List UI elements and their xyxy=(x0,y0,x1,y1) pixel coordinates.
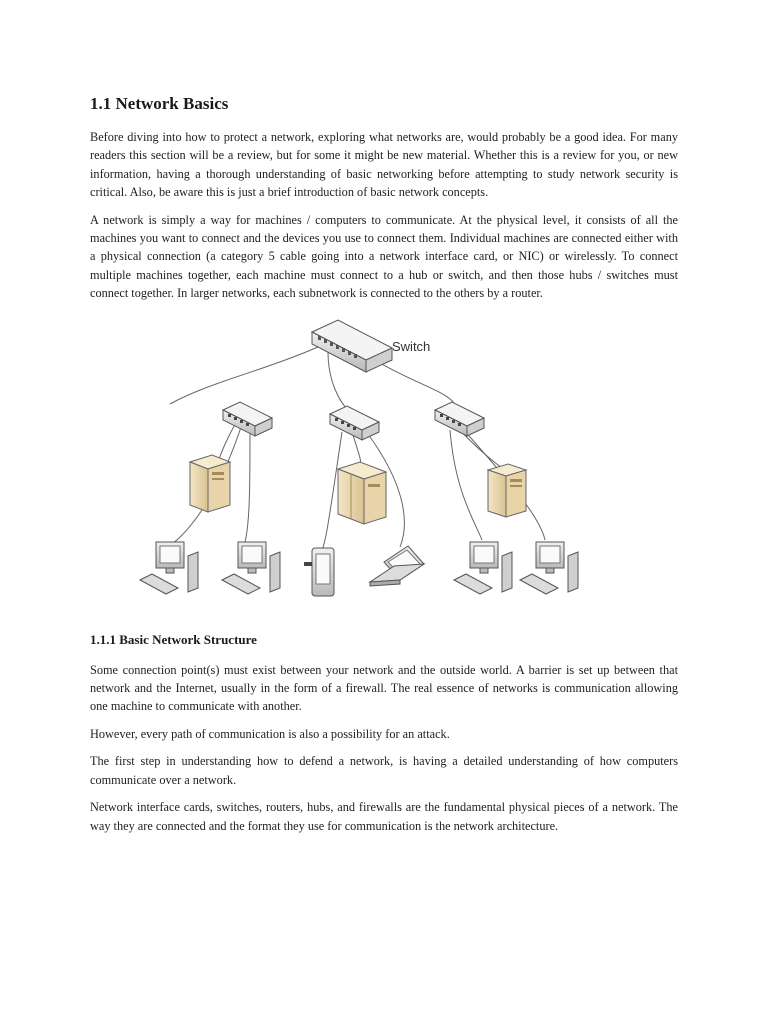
paragraph: Some connection point(s) must exist between your network and the outside world. A barrier is set up between that network and the Internet, usually in the form of a firewall. The real essence of networks is communication allowing one machine to communicate with another. xyxy=(90,662,678,714)
hub-icon xyxy=(330,406,379,440)
hub-icon xyxy=(435,402,484,436)
paragraph: Network interface cards, switches, routers, hubs, and firewalls are the fundamental physical pieces of a network. The way they are connected and the format they use for communication is the network architecture. xyxy=(90,800,678,833)
paragraph: Before diving into how to protect a network, exploring what networks are, would probably be a good idea. For many readers this section will be a review, but for some it might be new material. Whether this is a review for you, or new information, having a thorough understanding of basic networking before attempting to study network security is critical. Also, be aware this is just a brief introduction of basic network concepts. xyxy=(90,130,678,200)
desktop-computer-icon xyxy=(222,542,280,594)
switch-label: Switch xyxy=(392,338,431,354)
server-icon xyxy=(338,462,386,524)
document-content xyxy=(90,92,678,844)
server-icon xyxy=(488,464,526,517)
laptop-icon xyxy=(370,546,424,586)
subsection-title: 1.1.1 Basic Network Structure xyxy=(90,631,257,647)
section-title: 1.1 Network Basics xyxy=(90,94,229,113)
paragraph: However, every path of communication is also a possibility for an attack. xyxy=(90,726,450,741)
hub-icon xyxy=(223,402,272,436)
switch-icon xyxy=(312,320,392,372)
paragraph: A network is simply a way for machines / computers to communicate. At the physical level, it consists of all the machines you want to connect and the devices you use to connect them. Individual machines are connected either with a physical connection (a category 5 cable going into a network interface card, or NIC) or wirelessly. To connect multiple machines together, each machine must connect to a hub or switch, and then those hubs / switches must connect together. In larger networks, each subnetwork is connected to the others by a router. xyxy=(90,212,678,301)
network-diagram xyxy=(90,312,678,617)
paragraph: The first step in understanding how to defend a network, is having a detailed understanding of how computers communicate over a network. xyxy=(90,754,678,787)
server-icon xyxy=(190,455,230,512)
desktop-computer-icon xyxy=(140,542,198,594)
desktop-computer-icon xyxy=(520,542,578,594)
desktop-computer-icon xyxy=(454,542,512,594)
pda-icon xyxy=(304,548,334,596)
